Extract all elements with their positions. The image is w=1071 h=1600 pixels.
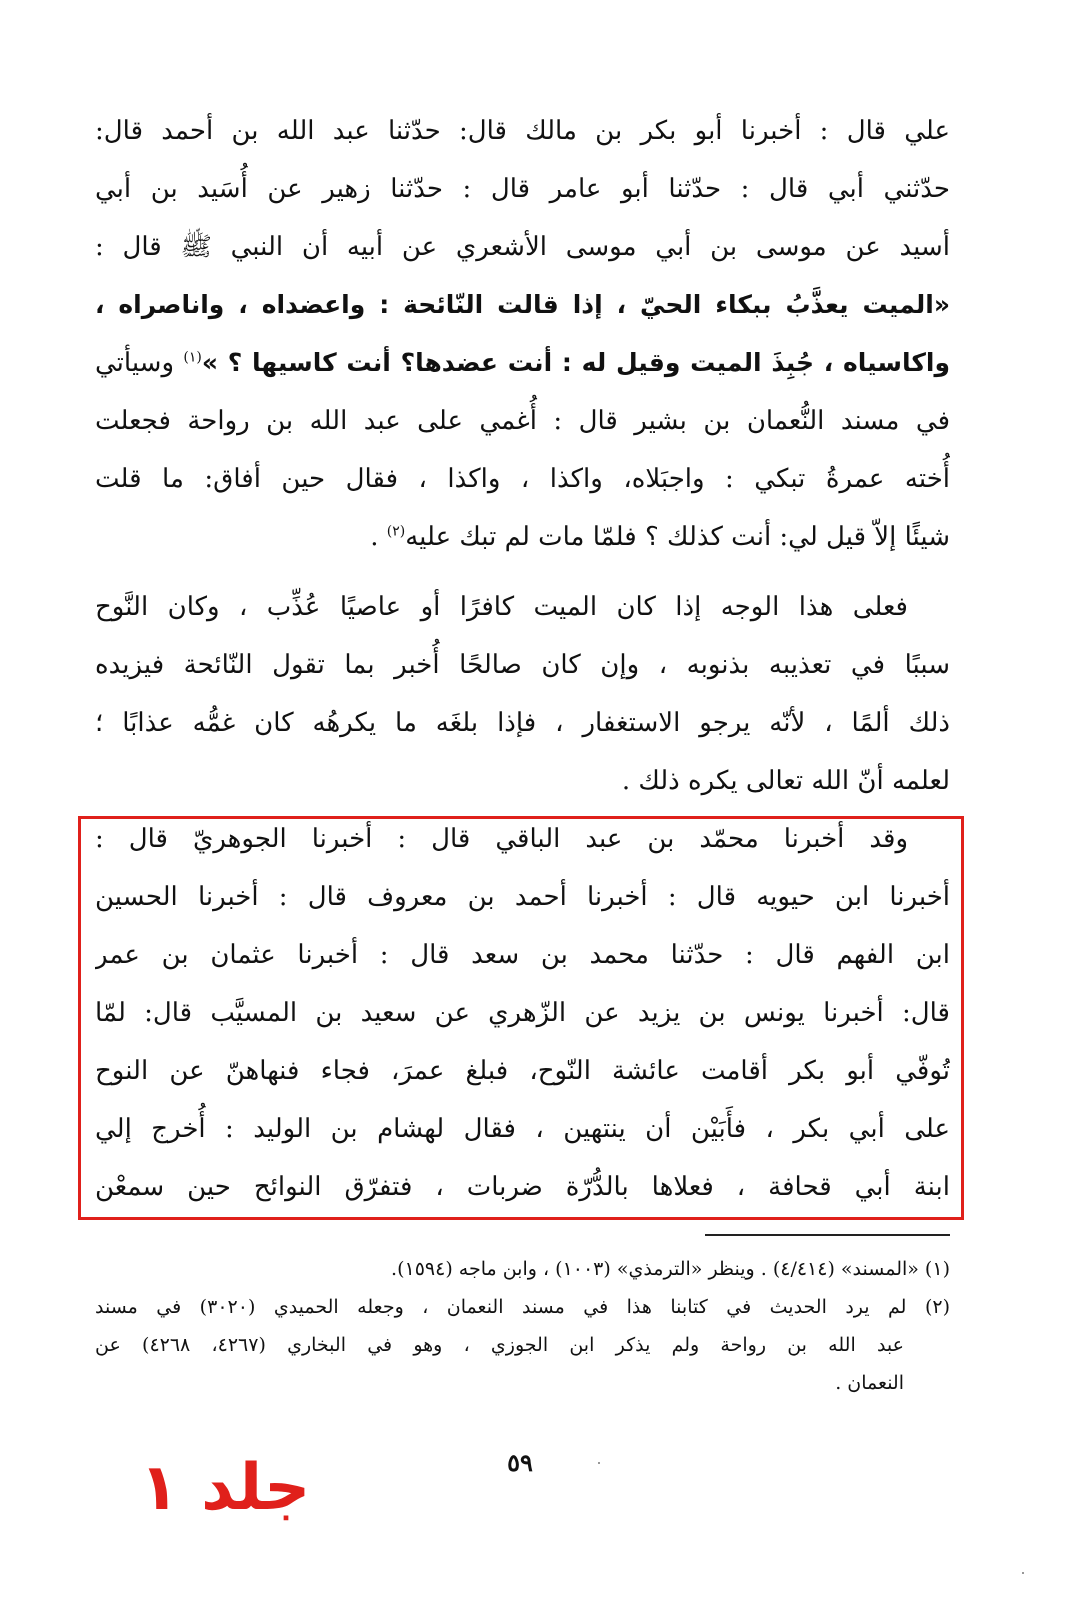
text-line: وقد أخبرنا محمّد بن عبد الباقي قال : أخبرنا الجوهريّ قال : bbox=[95, 824, 908, 854]
footnote-ref-1[interactable]: (١) bbox=[183, 349, 202, 366]
text-line: أخبرنا ابن حيويه قال : أخبرنا أحمد بن معروف قال : أخبرنا الحسين bbox=[95, 882, 950, 912]
text-line-mixed bbox=[95, 508, 950, 566]
footnotes bbox=[95, 1250, 950, 1402]
main-text-paragraph-2 bbox=[95, 578, 950, 810]
text-line: قال: أخبرنا يونس بن يزيد عن الزّهري عن سعيد بن المسيَّب قال: لمّا bbox=[95, 998, 950, 1028]
text-line: فعلى هذا الوجه إذا كان الميت كافرًا أو عاصيًا عُذِّب ، وكان النَّوح bbox=[95, 592, 908, 622]
hadith-bold-text: واكاسياه ، جُبِذَ الميت وقيل له : أنت عضدها؟ أنت كاسيها ؟ » bbox=[201, 348, 950, 377]
scan-speck bbox=[598, 1462, 600, 1464]
text-line: أسيد عن موسى بن أبي موسى الأشعري عن أبيه أن النبي ﷺ قال : bbox=[95, 232, 950, 262]
footnote-2-line: عبد الله بن رواحة ولم يذكر ابن الجوزي ، وهو في البخاري (٤٢٦٧، ٤٢٦٨) عن bbox=[95, 1334, 904, 1356]
footnote-2-line: النعمان . bbox=[835, 1372, 904, 1394]
scan-speck bbox=[1022, 1572, 1024, 1574]
text-line-head: شيئًا إلاّ قيل لي: أنت كذلك ؟ فلمّا مات لم تبك عليه bbox=[405, 522, 950, 552]
main-text-paragraph-3-highlighted bbox=[95, 810, 950, 1216]
text-line: علي قال : أخبرنا أبو بكر بن مالك قال: حدّثنا عبد الله بن أحمد قال: bbox=[95, 116, 950, 146]
volume-label-annotation: جلد ١ bbox=[139, 1451, 311, 1525]
text-line: ابنة أبي قحافة ، فعلاها بالدُّرّة ضربات ، فتفرّق النوائح حين سمعْن bbox=[95, 1172, 950, 1202]
footnote-2-line: (٢) لم يرد الحديث في كتابنا هذا في مسند النعمان ، وجعله الحميدي (٣٠٢٠) في مسند bbox=[95, 1296, 950, 1318]
text-line: حدّثني أبي قال : حدّثنا أبو عامر قال : حدّثنا زهير عن أُسَيد بن أبي bbox=[95, 174, 950, 204]
text-line: لعلمه أنّ الله تعالى يكره ذلك . bbox=[621, 766, 950, 796]
footnote-separator bbox=[705, 1234, 950, 1236]
text-line-tail: وسيأتي bbox=[95, 348, 184, 378]
text-line: على أبي بكر ، فأَبَيْن أن ينتهين ، فقال لهشام بن الوليد : أُخرج إلي bbox=[95, 1114, 950, 1144]
hadith-bold-line: «الميت يعذَّبُ ببكاء الحيّ ، إذا قالت النّائحة : واعضداه ، واناصراه ، bbox=[95, 290, 950, 319]
page-number: ٥٩ bbox=[507, 1448, 533, 1477]
footnote-ref-2[interactable]: (٢) bbox=[386, 523, 406, 540]
text-line: سببًا في تعذيبه بذنوبه ، وإن كان صالحًا أُخبر بما تقول النّائحة فيزيده bbox=[95, 650, 950, 680]
text-line: في مسند النُّعمان بن بشير قال : أُغمي على عبد الله بن رواحة فجعلت bbox=[95, 406, 950, 436]
main-text-paragraph-1 bbox=[95, 102, 950, 566]
text-line-tail: . bbox=[370, 522, 387, 552]
text-line: تُوفّي أبو بكر أقامت عائشة النّوح، فبلغ عمرَ، فجاء فنهاهنّ عن النوح bbox=[95, 1056, 950, 1086]
text-line: ابن الفهم قال : حدّثنا محمد بن سعد قال : أخبرنا عثمان بن عمر bbox=[95, 940, 950, 970]
text-line: أُخته عمرةُ تبكي : واجبَلاه، واكذا ، واكذا ، فقال حين أفاق: ما قلت bbox=[95, 464, 950, 494]
footnote-1: (١) «المسند» (٤/٤١٤) . وينظر «الترمذي» (١٠٠٣) ، وابن ماجه (١٥٩٤). bbox=[391, 1258, 950, 1280]
text-line: ذلك ألمًا ، لأنّه يرجو الاستغفار ، فإذا بلغَه ما يكرهُه كان غمُّه عذابًا ؛ bbox=[95, 708, 950, 738]
text-line-mixed bbox=[95, 334, 950, 392]
